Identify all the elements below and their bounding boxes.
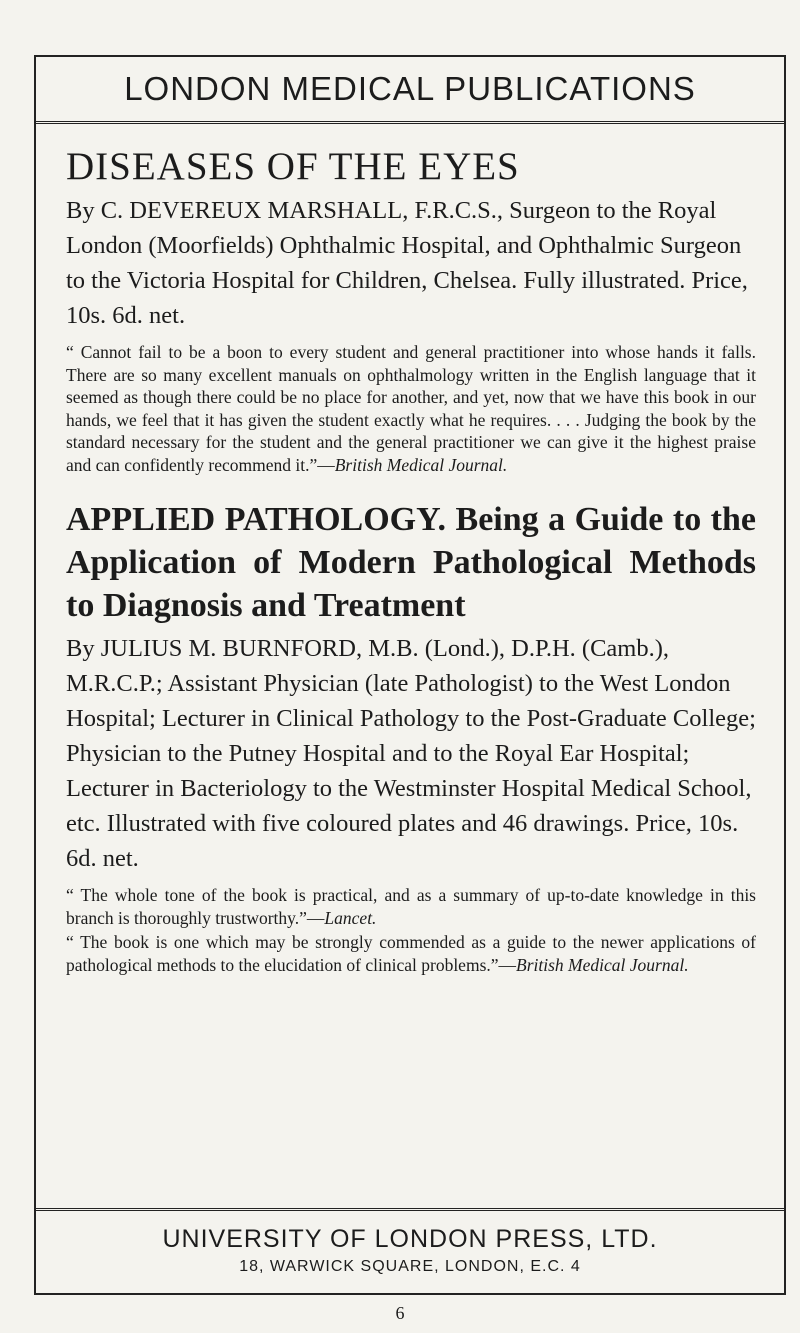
book-description: By JULIUS M. BURNFORD, M.B. (Lond.), D.P.H. (Camb.), M.R.C.P.; Assistant Physician (late Pathologist) to the West London Hospital; Lecturer in Clinical Pathology to the Post-Graduate College; Physician to the Putney Hospital and to the Royal Ear Hospital; Lecturer in Bacteriology to the Westminster Hospital Medical School, etc. Illustrated with five coloured plates and 46 drawings. Price, 10s. 6d. net. <box>66 635 756 872</box>
publisher-footer <box>36 1208 784 1293</box>
review-source: Lancet. <box>324 907 377 928</box>
review-quote <box>66 931 756 976</box>
review-text: “ The whole tone of the book is practical, and as a summary of up-to-date knowledge in this branch is thoroughly trustworthy.”— <box>66 885 756 928</box>
header <box>36 57 784 124</box>
book-entry-pathology <box>66 498 756 976</box>
page-frame <box>34 55 786 1295</box>
review-quote <box>66 341 756 476</box>
book-description: By C. DEVEREUX MARSHALL, F.R.C.S., Surgeon to the Royal London (Moorfields) Ophthalmic Hospital, and Ophthalmic Surgeon to the Victoria Hospital for Children, Chelsea. Fully illustrated. Price, 10s. 6d. net. <box>66 197 748 329</box>
review-text: “ Cannot fail to be a boon to every student and general practitioner into whose hands it falls. There are so many excellent manuals on ophthalmology written in the English language that it seemed as though there could be no place for another, and yet, now that we have this book in our hands, we feel that it has given the student exactly what he requires. . . . Judging the book by the standard necessary for the student and the general practitioner we can give it the highest praise and can confidently recommend it.”— <box>66 342 756 475</box>
book-title: DISEASES OF THE EYES <box>66 145 520 188</box>
header-title: LONDON MEDICAL PUBLICATIONS <box>124 70 696 107</box>
review-source: British Medical Journal. <box>334 454 508 475</box>
review-text: “ The book is one which may be strongly commended as a guide to the newer applications of pathological methods to the elucidation of clinical problems.”— <box>66 932 756 975</box>
review-source: British Medical Journal. <box>516 954 689 975</box>
main-content <box>36 124 784 976</box>
book-title: APPLIED PATHOLOGY. Being a Guide to the Application of Modern Pathological Methods to Diagnosis and Treatment <box>66 501 756 624</box>
publisher-name: UNIVERSITY OF LONDON PRESS, LTD. <box>162 1225 658 1253</box>
publisher-address: 18, WARWICK SQUARE, LONDON, E.C. 4 <box>239 1258 581 1275</box>
book-entry-eyes <box>66 144 756 476</box>
page-number: 6 <box>395 1303 405 1323</box>
review-quote <box>66 884 756 929</box>
